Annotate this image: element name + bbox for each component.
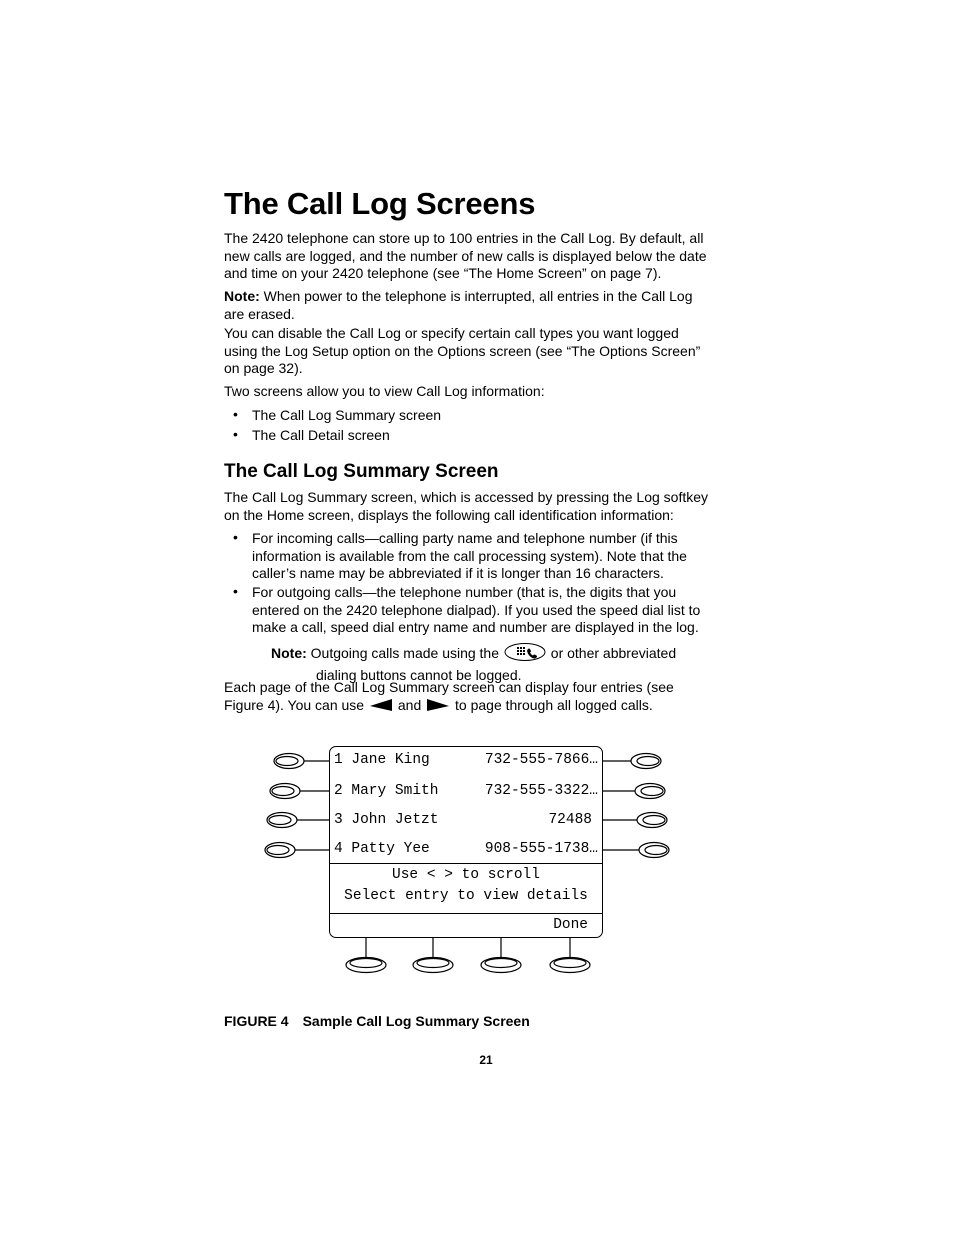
entry-number: 732-555-3322… xyxy=(484,783,598,799)
page-number: 21 xyxy=(479,1053,493,1067)
entry-number: 908-555-1738… xyxy=(484,841,598,857)
entry-name: 2 Mary Smith xyxy=(334,783,439,799)
incoming-rest: —calling party name and telephone number (if this information is available from the call processing system). Note that the caller’s name may be abbreviated if it is longer than 16 characters. xyxy=(252,530,687,581)
list-item-text: The Call Log Summary screen xyxy=(252,407,442,423)
note-text: When power to the telephone is interrupted, all entries in the Call Log are erased. xyxy=(224,288,693,322)
scroll-prompt: Use < > to scroll xyxy=(392,867,540,883)
paragraph-text: Figure 4). You can use xyxy=(224,696,365,713)
entry-name: 1 Jane King xyxy=(334,752,430,768)
figure-number: FIGURE 4 xyxy=(224,1013,289,1029)
page-title: The Call Log Screens xyxy=(224,186,536,221)
softkey-button-2[interactable] xyxy=(413,938,453,973)
entry-name: 4 Patty Yee xyxy=(334,841,430,857)
two-screens-paragraph: Two screens allow you to view Call Log information: xyxy=(224,383,545,399)
call-log-summary-screen xyxy=(329,746,603,938)
paragraph-text: Each page of the Call Log Summary screen can display four entries (see xyxy=(224,679,674,695)
done-softkey-label[interactable]: Done xyxy=(553,917,588,933)
left-line-button-3[interactable] xyxy=(267,813,329,828)
screen-divider xyxy=(330,863,602,864)
right-line-button-4[interactable] xyxy=(603,843,669,858)
bullet-icon: • xyxy=(233,529,238,545)
softkey-button-3[interactable] xyxy=(481,938,521,973)
note-text-line2: dialing buttons cannot be logged. xyxy=(316,666,522,683)
call-log-entry-3[interactable] xyxy=(334,809,598,831)
bullet-icon: • xyxy=(233,406,238,422)
call-log-entry-2[interactable] xyxy=(334,780,598,802)
note-label: Note: xyxy=(224,288,260,304)
intro-paragraph: The 2420 telephone can store up to 100 entries in the Call Log. By default, all new calls are logged, and the number of new calls is displayed below the date and time on your 2420 telephone (see “The Home Screen” on page 7). xyxy=(224,230,707,281)
list-item-text: The Call Detail screen xyxy=(252,427,390,443)
left-line-button-2[interactable] xyxy=(270,784,329,799)
section-heading: The Call Log Summary Screen xyxy=(224,461,499,482)
summary-paragraph: The Call Log Summary screen, which is accessed by pressing the Log softkey on the Home screen, displays the following call identification information: xyxy=(224,489,709,523)
bullet-icon: • xyxy=(233,426,238,442)
paragraph-text: and xyxy=(397,696,422,713)
bullet-icon: • xyxy=(233,583,238,599)
note-text: Outgoing calls made using the xyxy=(310,644,500,661)
call-log-entry-4[interactable] xyxy=(334,838,598,860)
figure-caption xyxy=(224,1013,530,1029)
outgoing-rest: —the telephone number (that is, the digits that you entered on the 2420 telephone dialpad). If you used the speed dial list to make a call, speed dial entry name and number are displayed in the log. xyxy=(252,584,701,635)
softkey-button-4[interactable] xyxy=(550,938,590,973)
entry-number: 72488 xyxy=(548,812,592,828)
left-line-button-1[interactable] xyxy=(274,754,329,769)
outgoing-lead: For outgoing calls xyxy=(252,584,363,600)
paragraph-text: to page through all logged calls. xyxy=(455,696,653,713)
right-line-button-2[interactable] xyxy=(603,784,665,799)
right-line-button-3[interactable] xyxy=(603,813,667,828)
left-line-button-4[interactable] xyxy=(265,843,329,858)
entry-number: 732-555-7866… xyxy=(484,752,598,768)
right-line-button-1[interactable] xyxy=(603,754,661,769)
softkey-button-1[interactable] xyxy=(346,938,386,973)
figure-caption-text: Sample Call Log Summary Screen xyxy=(302,1013,530,1029)
call-log-entry-1[interactable] xyxy=(334,749,598,771)
disable-paragraph: You can disable the Call Log or specify certain call types you want logged using the Log Setup option on the Options screen (see “The Options Screen” on page 32). xyxy=(224,325,701,376)
note-text: or other abbreviated xyxy=(550,644,677,661)
incoming-lead: For incoming calls xyxy=(252,530,365,546)
entry-name: 3 John Jetzt xyxy=(334,812,439,828)
note-label: Note: xyxy=(271,644,307,661)
details-prompt: Select entry to view details xyxy=(344,888,588,904)
